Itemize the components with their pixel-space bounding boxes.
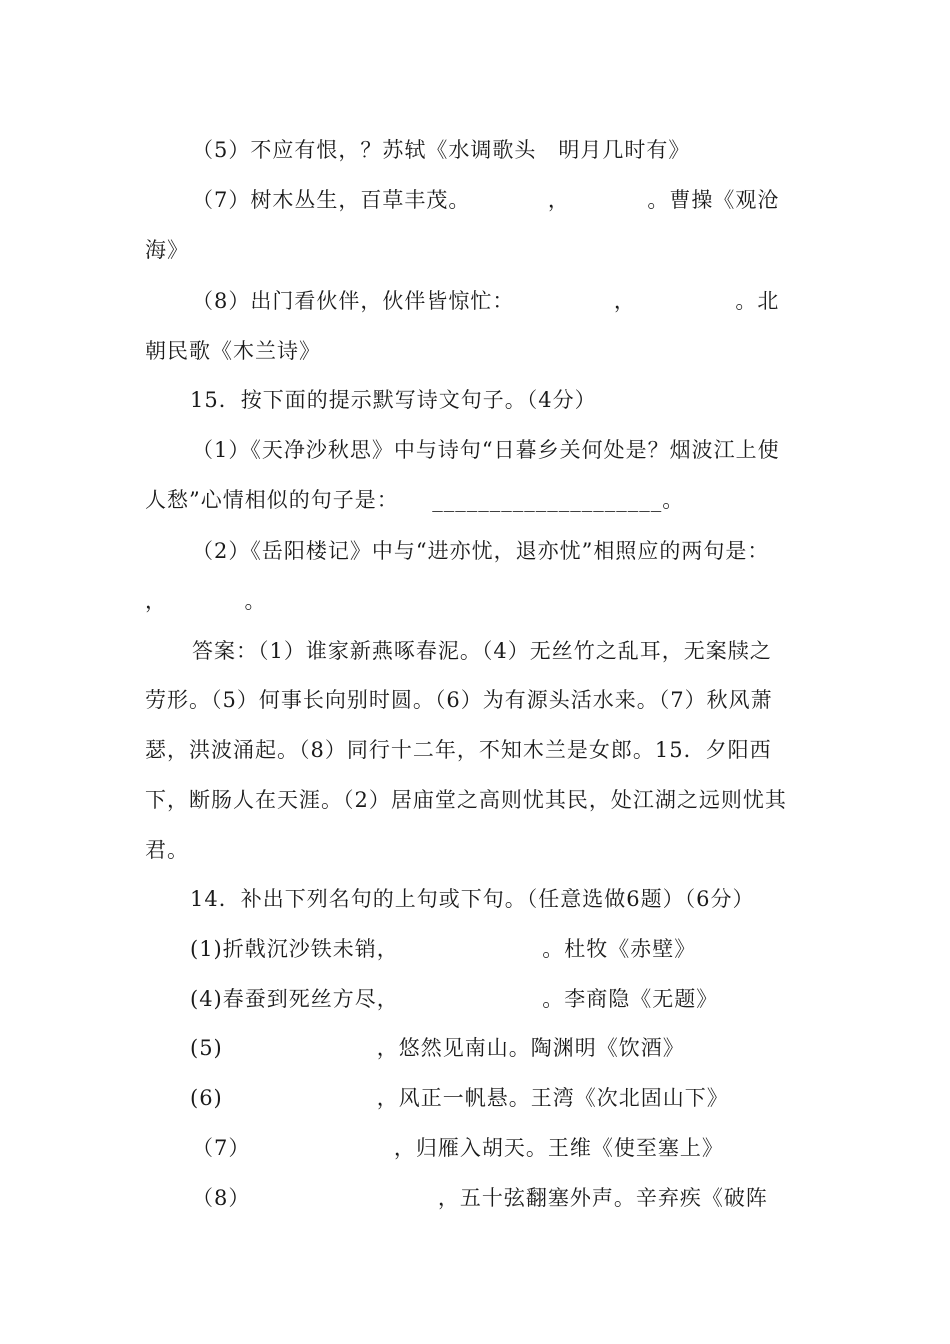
text-line: (4)春蚕到死丝方尽， 。李商隐《无题》: [190, 987, 719, 1011]
text-line: (6) ，风正一帆悬。王湾《次北固山下》: [190, 1086, 729, 1110]
text-line: （8） ，五十弦翻塞外声。辛弃疾《破阵: [192, 1186, 768, 1210]
question-heading: 14．补出下列名句的上句或下句。（任意选做6题）（6分）: [190, 887, 755, 911]
answer-line: 君。: [145, 838, 189, 862]
text-line: 海》: [145, 238, 189, 262]
text-line: （8）出门看伙伴，伙伴皆惊忙： ， 。北: [192, 289, 780, 313]
text-line: 朝民歌《木兰诗》: [145, 339, 321, 363]
answer-line: 答案：（1）谁家新燕啄春泥。（4）无丝竹之乱耳，无案牍之: [192, 639, 772, 663]
text-line: (5) ，悠然见南山。陶渊明《饮酒》: [190, 1036, 685, 1060]
answer-line: 下，断肠人在天涯。（2）居庙堂之高则忧其民，处江湖之远则忧其: [145, 788, 787, 812]
text-line: （7） ，归雁入胡天。王维《使至塞上》: [192, 1136, 724, 1160]
text-line: （7）树木丛生，百草丰茂。 ， 。曹操《观沧: [192, 188, 780, 212]
text-line: 人愁”心情相似的句子是： ____________________。: [145, 488, 685, 512]
question-heading: 15．按下面的提示默写诗文句子。（4分）: [190, 388, 597, 412]
text-line: ， 。: [145, 589, 267, 613]
answer-line: 瑟，洪波涌起。（8）同行十二年，不知木兰是女郎。15．夕阳西: [145, 738, 772, 762]
text-line: （2）《岳阳楼记》中与“进亦忧，退亦忧”相照应的两句是：: [192, 539, 770, 563]
answer-line: 劳形。（5）何事长向别时圆。（6）为有源头活水来。（7）秋风萧: [145, 688, 773, 712]
text-line: （5）不应有恨，？苏轼《水调歌头 明月几时有》: [192, 138, 691, 162]
text-line: （1）《天净沙秋思》中与诗句“日暮乡关何处是？烟波江上使: [192, 438, 780, 462]
text-line: (1)折戟沉沙铁未销， 。杜牧《赤壁》: [190, 937, 697, 961]
